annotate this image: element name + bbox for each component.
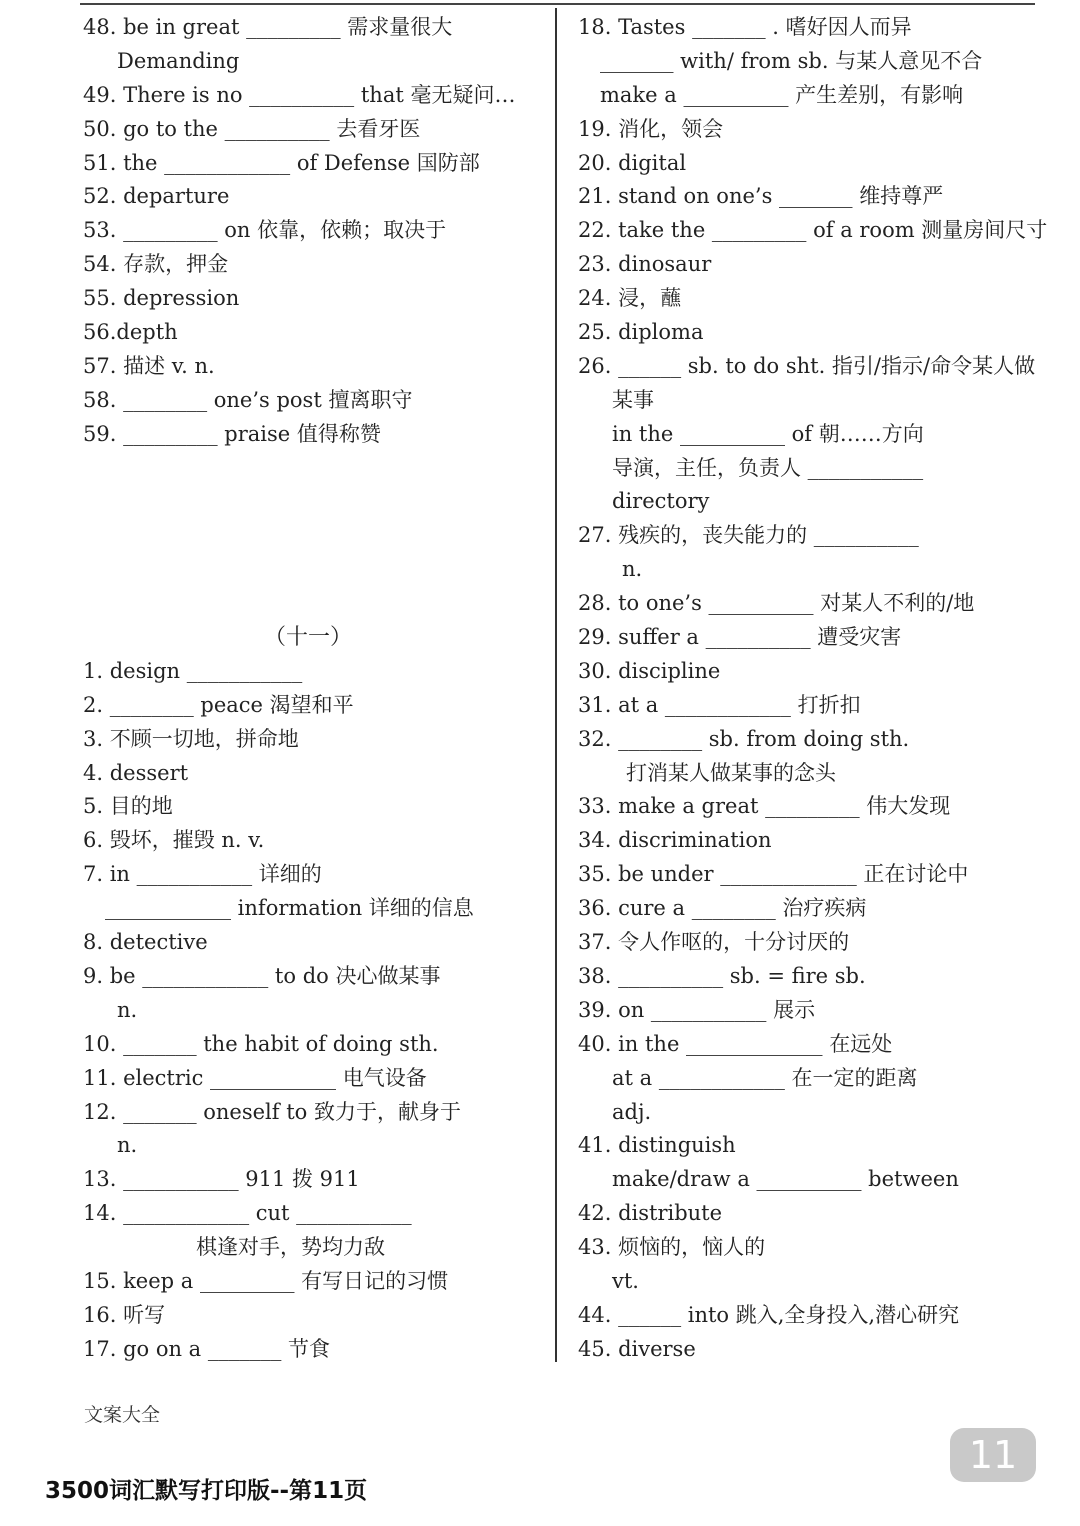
vocab-line: 15. keep a _________ 有写日记的习惯 <box>83 1268 449 1293</box>
vocab-line: 45. diverse <box>578 1336 696 1361</box>
column-divider <box>555 8 557 1362</box>
vocab-line: 52. departure <box>83 184 230 209</box>
vocab-line: 26. ______ sb. to do sht. 指引/指示/命令某人做 <box>578 353 1036 378</box>
vocab-line: 6. 毁坏，摧毁 n. v. <box>83 828 265 853</box>
right-column <box>578 11 1048 1367</box>
vocab-line: n. <box>622 557 643 582</box>
vocab-line: 27. 残疾的，丧失能力的 __________ <box>578 523 919 548</box>
vocab-line: 25. diploma <box>578 320 704 345</box>
spacer <box>83 553 553 587</box>
vocab-line: 38. __________ sb. = fire sb. <box>578 963 866 988</box>
vocab-line: make/draw a __________ between <box>612 1167 959 1192</box>
vocab-line: 2. ________ peace 渴望和平 <box>83 692 354 717</box>
vocab-line: n. <box>117 997 138 1022</box>
vocab-line: 16. 听写 <box>83 1302 166 1327</box>
vocab-line: 某事 <box>612 387 654 412</box>
vocab-line: 30. discipline <box>578 658 721 683</box>
vocab-line: 7. in ___________ 详细的 <box>83 862 322 887</box>
vocab-line: vt. <box>612 1268 639 1293</box>
page-caption: 3500词汇默写打印版--第11页 <box>45 1478 368 1504</box>
vocab-line: 12. _______ oneself to 致力于，献身于 <box>83 1099 461 1124</box>
vocab-line: 59. _________ praise 值得称赞 <box>83 421 381 446</box>
vocab-line: 打消某人做某事的念头 <box>626 760 836 785</box>
vocab-line: Demanding <box>117 48 240 73</box>
vocab-line: 18. Tastes _______ . 嗜好因人而异 <box>578 15 912 39</box>
vocab-line: ____________ information 详细的信息 <box>105 896 474 921</box>
vocab-line: 31. at a ____________ 打折扣 <box>578 692 861 717</box>
vocab-line: 34. discrimination <box>578 828 772 853</box>
vocab-line: 44. ______ into 跳入,全身投入,潜心研究 <box>578 1302 960 1327</box>
vocab-line: 11. electric ____________ 电气设备 <box>83 1065 427 1090</box>
vocab-line: 17. go on a _______ 节食 <box>83 1336 331 1361</box>
vocab-line: 14. ____________ cut ___________ <box>83 1201 412 1226</box>
vocab-line: make a __________ 产生差别，有影响 <box>600 82 964 107</box>
vocab-line: 41. distinguish <box>578 1133 736 1158</box>
vocab-line: 54. 存款，押金 <box>83 252 229 277</box>
vocab-line: _______ with/ from sb. 与某人意见不合 <box>600 48 983 73</box>
left-column <box>83 11 553 1367</box>
vocab-line: 56.depth <box>83 320 178 345</box>
vocab-line: 29. suffer a __________ 遭受灾害 <box>578 625 902 650</box>
vocab-line: 22. take the _________ of a room 测量房间尺寸 <box>578 218 1048 243</box>
section-title: （十一） <box>263 625 352 651</box>
spacer <box>83 452 553 486</box>
vocab-line: in the __________ of 朝……方向 <box>612 421 924 446</box>
vocab-line: 10. _______ the habit of doing sth. <box>83 1031 439 1056</box>
vocab-line: 50. go to the __________ 去看牙医 <box>83 116 421 141</box>
vocab-line: n. <box>117 1133 138 1158</box>
vocab-line: 33. make a great _________ 伟大发现 <box>578 794 951 819</box>
vocab-line: 57. 描述 v. n. <box>83 353 215 378</box>
vocab-line: 49. There is no __________ that 毫无疑问… <box>83 82 516 107</box>
vocab-line: 20. digital <box>578 150 687 175</box>
vocab-line: 42. distribute <box>578 1201 723 1226</box>
vocab-line: 5. 目的地 <box>83 794 173 819</box>
vocab-line: 39. on ___________ 展示 <box>578 997 816 1022</box>
vocab-line: 8. detective <box>83 930 208 955</box>
vocab-line: 19. 消化，领会 <box>578 116 724 141</box>
vocab-line: 48. be in great _________ 需求量很大 <box>83 15 453 39</box>
vocab-line: 40. in the _____________ 在远处 <box>578 1031 893 1056</box>
spacer <box>83 519 553 553</box>
vocab-line: 24. 浸，蘸 <box>578 286 682 311</box>
top-rule <box>80 3 1035 5</box>
footer-source: 文案大全 <box>84 1404 161 1426</box>
vocab-line: 21. stand on one’s _______ 维持尊严 <box>578 184 944 209</box>
vocab-line: 51. the ____________ of Defense 国防部 <box>83 150 480 175</box>
vocab-line: at a ____________ 在一定的距离 <box>612 1065 918 1090</box>
spacer <box>83 587 553 621</box>
vocab-line: 23. dinosaur <box>578 252 712 277</box>
vocab-line: 36. cure a ________ 治疗疾病 <box>578 896 867 921</box>
vocab-line: 13. ___________ 911 拨 911 <box>83 1167 360 1192</box>
vocab-line: 28. to one’s __________ 对某人不利的/地 <box>578 591 975 616</box>
vocab-line: 43. 烦恼的，恼人的 <box>578 1235 766 1260</box>
vocab-line: directory <box>612 489 710 514</box>
vocab-line: 53. _________ on 依靠，依赖；取决于 <box>83 218 447 243</box>
vocab-line: 55. depression <box>83 286 240 311</box>
vocab-line: 35. be under _____________ 正在讨论中 <box>578 862 969 887</box>
vocab-line: 58. ________ one’s post 擅离职守 <box>83 387 413 412</box>
vocab-line: 37. 令人作呕的，十分讨厌的 <box>578 930 850 955</box>
page-number-badge: 11 <box>950 1428 1036 1482</box>
vocab-line: 9. be ____________ to do 决心做某事 <box>83 963 441 988</box>
vocab-line: 1. design ___________ <box>83 658 303 683</box>
vocab-line: adj. <box>612 1099 652 1124</box>
vocab-line: 导演，主任，负责人 ___________ <box>612 455 924 480</box>
spacer <box>83 485 553 519</box>
vocab-line: 棋逢对手，势均力敌 <box>196 1235 385 1260</box>
vocab-line: 3. 不顾一切地，拼命地 <box>83 726 299 751</box>
vocab-line: 4. dessert <box>83 760 189 785</box>
vocab-line: 32. ________ sb. from doing sth. <box>578 726 910 751</box>
